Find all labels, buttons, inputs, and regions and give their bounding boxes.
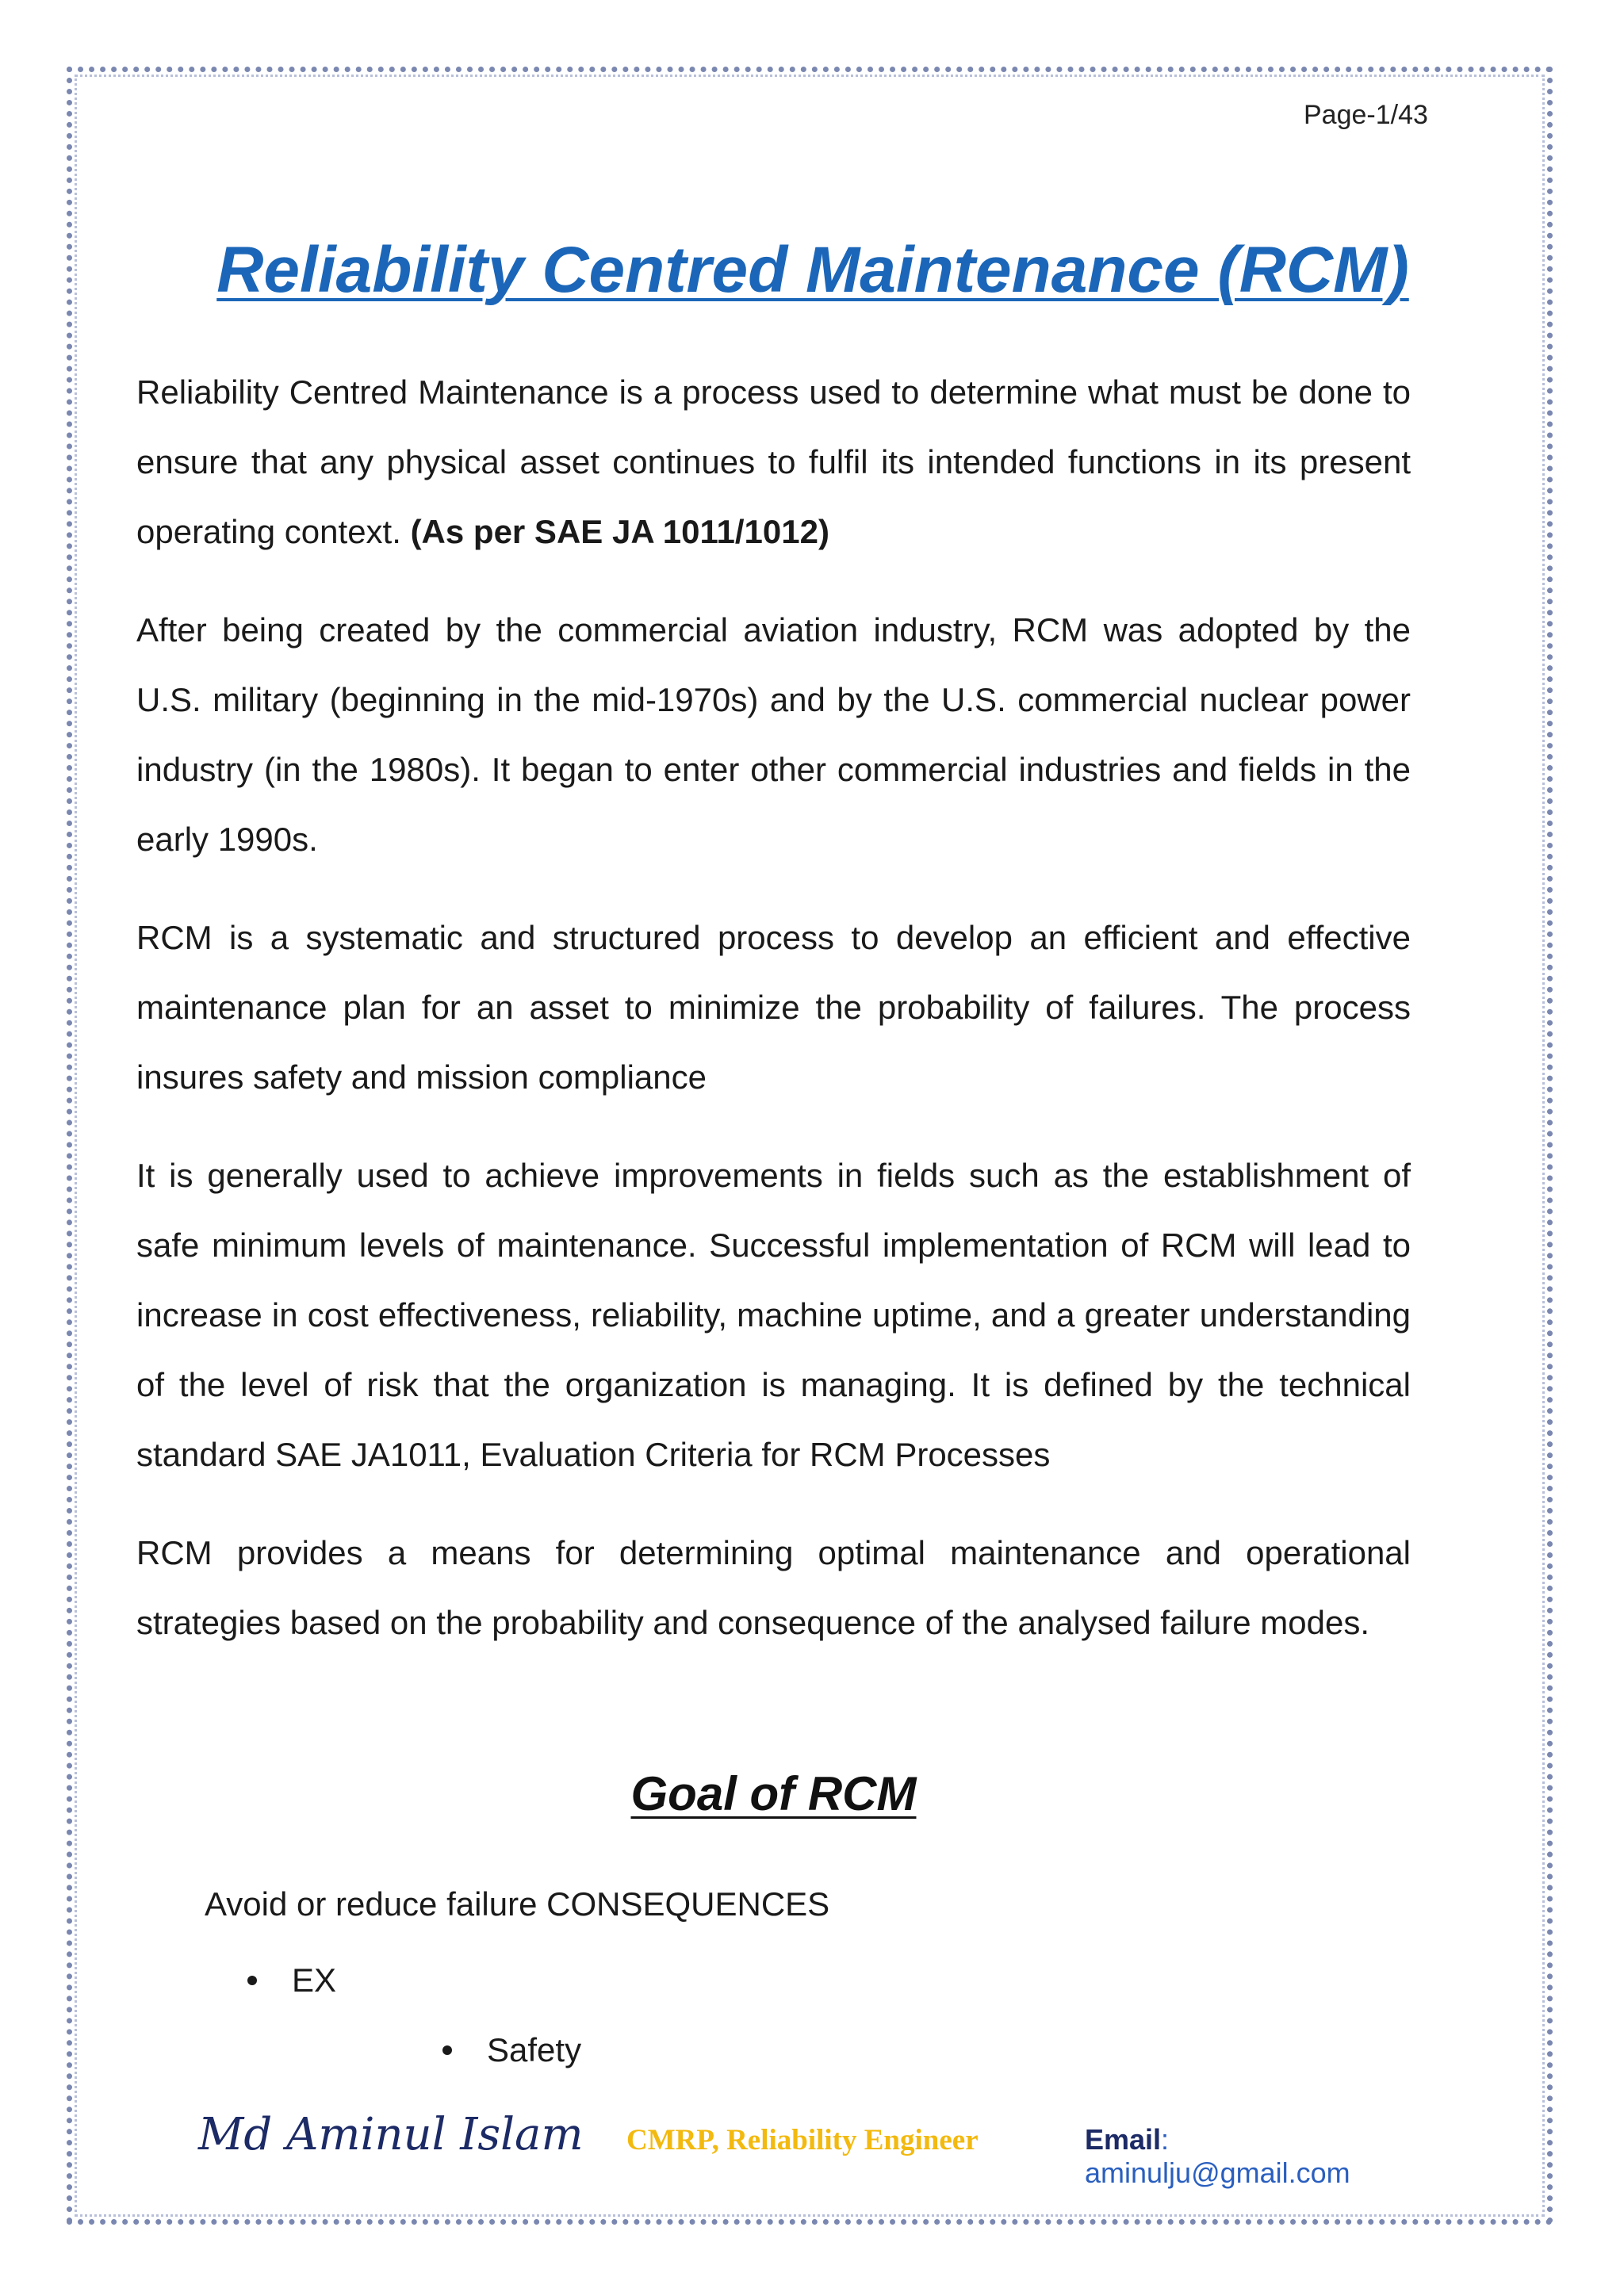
list-item-label: Safety (487, 2031, 582, 2068)
paragraph-history: After being created by the commercial aviation industry, RCM was adopted by the U.S. military (beginning in the mid-1970s) and by the U.S. commercial nuclear power industry (in the 1980s). It began to enter other commercial industries and fields in the early 1990s. (136, 611, 1411, 858)
email-separator: : (1161, 2123, 1170, 2156)
paragraph-definition-source: (As per SAE JA 1011/1012) (410, 513, 829, 550)
list-item (247, 1961, 336, 1999)
goal-section-heading: Goal of RCM (630, 1767, 917, 1820)
email-label: Email (1085, 2123, 1162, 2156)
author-name: Md Aminul Islam (198, 2109, 584, 2160)
list-item-label: EX (292, 1961, 337, 1999)
paragraph-process: RCM is a systematic and structured process to develop an efficient and effective maintenance plan for an asset to minimize the probability of failures. The process insures safety and mission compliance (136, 919, 1411, 1096)
paragraph-definition (136, 358, 1411, 567)
paragraph-usage: It is generally used to achieve improvements in fields such as the establishment of safe minimum levels of maintenance. Successful implementation of RCM will lead to increase in cost effectiveness, reliability, machine uptime, and a greater understanding of the level of risk that the organization is managing. It is defined by the technical standard SAE JA1011, Evaluation Criteria for RCM Processes (136, 1157, 1411, 1473)
author-role: CMRP, Reliability Engineer (626, 2124, 979, 2156)
goal-intro: Avoid or reduce failure CONSEQUENCES (205, 1885, 830, 1923)
email-address[interactable]: aminulju@gmail.com (1085, 2156, 1350, 2189)
bullet-icon (442, 2045, 452, 2055)
page-footer (198, 2109, 1435, 2189)
author-email (1085, 2123, 1435, 2190)
bullet-icon (247, 1976, 257, 1985)
paragraph-strategy: RCM provides a means for determining optimal maintenance and operational strategies based on the probability and consequence of the analysed failure modes. (136, 1534, 1411, 1641)
document-title: Reliability Centred Maintenance (RCM) (216, 234, 1409, 306)
paragraph-definition-text: Reliability Centred Maintenance is a process used to determine what must be done to ensure that any physical asset continues to fulfil its intended functions in its present operating context. (136, 373, 1411, 550)
page-number: Page-1/43 (1304, 100, 1428, 130)
list-item-nested (442, 2031, 581, 2069)
